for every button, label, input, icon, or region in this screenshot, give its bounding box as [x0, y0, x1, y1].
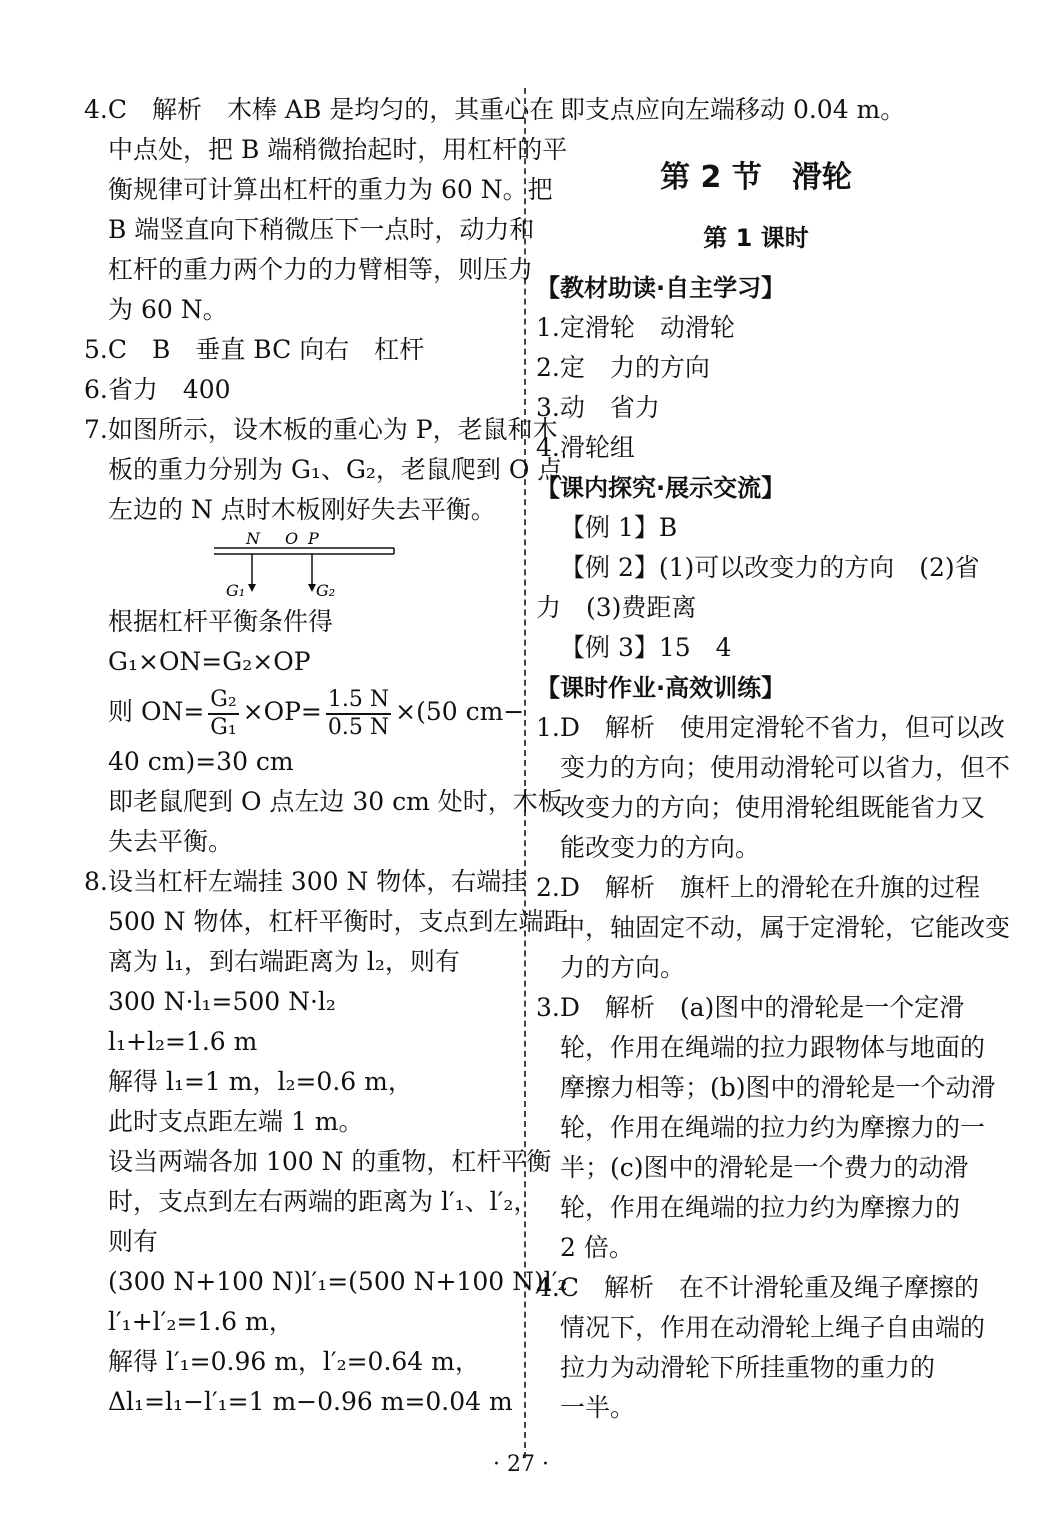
- label-g1: G₁: [226, 581, 246, 600]
- right-line: 轮，作用在绳端的拉力约为摩擦力的: [560, 1193, 961, 1222]
- right-line: 3.D 解析 (a)图中的滑轮是一个定滑: [536, 993, 965, 1022]
- left-line: 时，支点到左右两端的距离为 l′₁、l′₂，: [108, 1187, 539, 1216]
- left-column: [84, 90, 569, 1422]
- continued-line: 即支点应向左端移动 0.04 m。: [560, 95, 906, 124]
- right-line: 2.D 解析 旗杆上的滑轮在升旗的过程: [536, 873, 980, 902]
- right-line: 4.C 解析 在不计滑轮重及绳子摩擦的: [536, 1273, 979, 1302]
- ratio-formula: 则 ON= $\frac{\text{G₂}}{\text{G₁}}$ ×OP= $\frac{1.5 N}{0.5 N}$ ×(50 cm−: [108, 686, 525, 740]
- column-divider: [524, 88, 526, 1458]
- left-line: 根据杠杆平衡条件得: [108, 607, 334, 636]
- answers-4-7: [84, 90, 568, 530]
- page-number: · 27 ·: [493, 1452, 549, 1477]
- right-line: 2 倍。: [560, 1233, 634, 1262]
- right-line: 能改变力的方向。: [560, 833, 761, 862]
- left-line: 杠杆的重力两个力的力臂相等，则压力: [108, 255, 534, 284]
- right-line: 3.动 省力: [536, 393, 660, 422]
- left-line: 中点处，把 B 端稍微抬起时，用杠杆的平: [108, 135, 568, 164]
- left-line: 为 60 N。: [108, 295, 228, 324]
- label-p: P: [308, 530, 319, 548]
- left-line: 40 cm)=30 cm: [108, 747, 294, 776]
- left-line: l′₁+l′₂=1.6 m，: [108, 1307, 294, 1336]
- right-line: 一半。: [560, 1393, 636, 1422]
- right-line: 4.滑轮组: [536, 433, 635, 462]
- fraction-n: $\frac{1.5 N}{0.5 N}$: [327, 686, 390, 740]
- left-line: 6.省力 400: [84, 375, 231, 404]
- left-line: G₁×ON=G₂×OP: [108, 647, 311, 676]
- section-header: 【课内探究·展示交流】: [536, 474, 786, 502]
- lever-figure: [84, 530, 514, 602]
- fraction-g: $\frac{\text{G₂}}{\text{G₁}}$: [210, 686, 237, 740]
- right-line: 轮，作用在绳端的拉力约为摩擦力的一: [560, 1113, 986, 1142]
- left-line: 设当两端各加 100 N 的重物，杠杆平衡: [108, 1147, 552, 1176]
- left-line: 7.如图所示，设木板的重心为 P，老鼠和木: [84, 415, 558, 444]
- right-line: 改变力的方向；使用滑轮组既能省力又: [560, 793, 986, 822]
- lesson-title: 第 1 课时: [703, 224, 809, 252]
- section-header: 【课时作业·高效训练】: [536, 674, 786, 702]
- left-line: 解得 l₁=1 m，l₂=0.6 m，: [108, 1067, 413, 1096]
- left-line: 即老鼠爬到 O 点左边 30 cm 处时，木板: [108, 787, 563, 816]
- left-line: 500 N 物体，杠杆平衡时，支点到左端距: [108, 907, 569, 936]
- right-column: [536, 90, 1011, 1428]
- right-line: 中，轴固定不动，属于定滑轮，它能改变: [560, 913, 1011, 942]
- left-line: l₁+l₂=1.6 m: [108, 1027, 258, 1056]
- right-line: 拉力为动滑轮下所挂重物的重力的: [560, 1353, 936, 1382]
- left-line: 此时支点距左端 1 m。: [108, 1107, 364, 1136]
- left-line: 300 N·l₁=500 N·l₂: [108, 987, 336, 1016]
- label-o: O: [285, 530, 299, 548]
- left-line: 衡规律可计算出杠杆的重力为 60 N。把: [108, 175, 553, 204]
- left-line: 左边的 N 点时木板刚好失去平衡。: [108, 495, 496, 524]
- right-line: 摩擦力相等；(b)图中的滑轮是一个动滑: [560, 1073, 996, 1102]
- section-header: 【教材助读·自主学习】: [536, 274, 786, 302]
- left-line: 失去平衡。: [108, 827, 234, 856]
- right-line: 轮，作用在绳端的拉力跟物体与地面的: [560, 1033, 986, 1062]
- label-g2: G₂: [316, 581, 336, 600]
- right-blocks: [536, 268, 1011, 1428]
- right-line: 力 (3)费距离: [536, 593, 697, 622]
- left-line: 8.设当杠杆左端挂 300 N 物体，右端挂: [84, 867, 527, 896]
- left-line: B 端竖直向下稍微压下一点时，动力和: [108, 215, 535, 244]
- right-line: 变力的方向；使用动滑轮可以省力，但不: [560, 753, 1011, 782]
- lever-diagram: [84, 530, 514, 602]
- right-line: 1.定滑轮 动滑轮: [536, 313, 735, 342]
- left-line: (300 N+100 N)l′₁=(500 N+100 N)l′₂: [108, 1267, 568, 1296]
- right-line: 力的方向。: [560, 953, 686, 982]
- right-line: 【例 3】15 4: [560, 633, 732, 662]
- label-n: N: [246, 530, 260, 548]
- right-line: 【例 1】B: [560, 513, 678, 542]
- left-line: 解得 l′₁=0.96 m，l′₂=0.64 m，: [108, 1347, 480, 1376]
- answers-7-8: [84, 742, 569, 1422]
- right-line: 【例 2】(1)可以改变力的方向 (2)省: [560, 553, 980, 582]
- equations: [84, 602, 514, 682]
- left-line: 则有: [108, 1227, 159, 1256]
- left-line: Δl₁=l₁−l′₁=1 m−0.96 m=0.04 m: [108, 1387, 513, 1416]
- right-line: 半；(c)图中的滑轮是一个费力的动滑: [560, 1153, 969, 1182]
- left-line: 4.C 解析 木棒 AB 是均匀的，其重心在: [84, 95, 555, 124]
- right-line: 1.D 解析 使用定滑轮不省力，但可以改: [536, 713, 1005, 742]
- left-line: 板的重力分别为 G₁、G₂，老鼠爬到 O 点: [108, 455, 563, 484]
- right-line: 情况下，作用在动滑轮上绳子自由端的: [560, 1313, 986, 1342]
- left-line: 离为 l₁，到右端距离为 l₂，则有: [108, 947, 460, 976]
- left-line: 5.C B 垂直 BC 向右 杠杆: [84, 335, 425, 364]
- right-line: 2.定 力的方向: [536, 353, 710, 382]
- section-title: 第 2 节 滑轮: [660, 160, 852, 195]
